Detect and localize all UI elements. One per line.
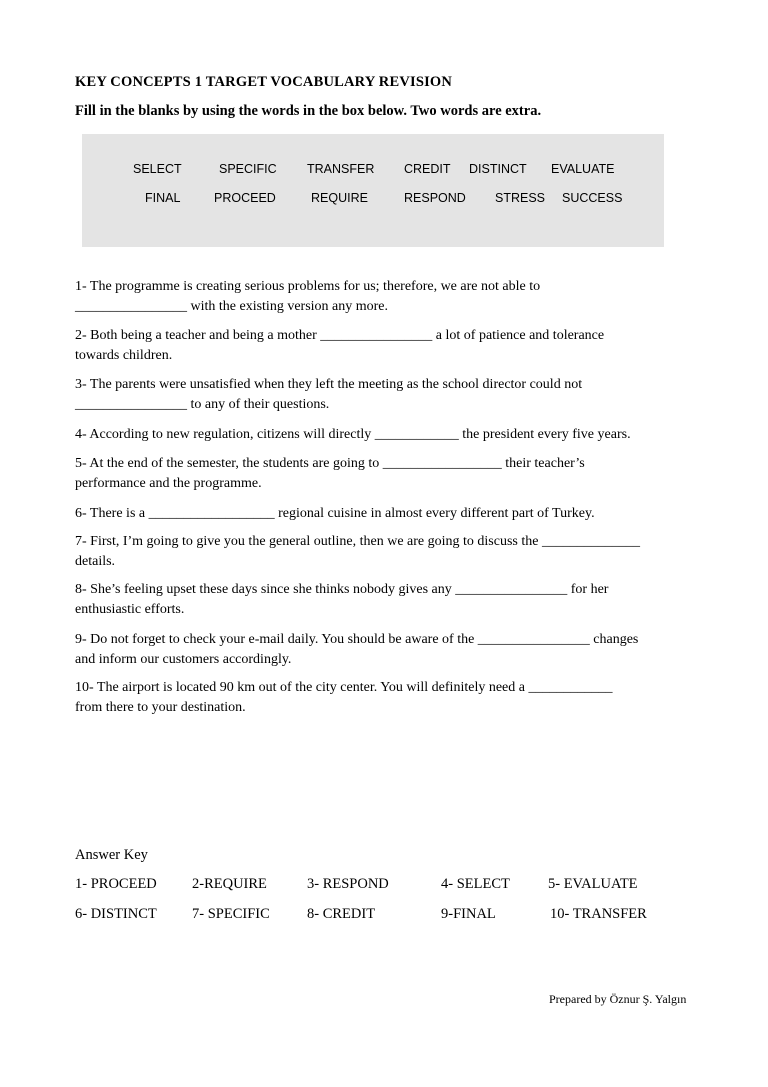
- answer-7: 7- SPECIFIC: [192, 906, 270, 922]
- question-6: 6- There is a __________________ regional cuisine in almost every different part of Turkey.: [75, 506, 595, 521]
- question-7: 7- First, I’m going to give you the general outline, then we are going to discuss the ______________ details.: [75, 534, 640, 569]
- answer-9: 9-FINAL: [441, 906, 496, 922]
- question-8: 8- She’s feeling upset these days since she thinks nobody gives any ________________ for her enthusiastic efforts.: [75, 582, 609, 617]
- author-credit: Prepared by Öznur Ş. Yalgın: [549, 992, 687, 1006]
- question-4: 4- According to new regulation, citizens will directly ____________ the president every five years.: [75, 427, 631, 442]
- answer-2: 2-REQUIRE: [192, 876, 267, 892]
- word-require: REQUIRE: [311, 191, 368, 205]
- answer-key-title: Answer Key: [75, 847, 148, 863]
- question-5: 5- At the end of the semester, the students are going to _________________ their teacher’s performance and the programme.: [75, 456, 585, 491]
- word-distinct: DISTINCT: [469, 162, 527, 176]
- answer-1: 1- PROCEED: [75, 876, 157, 892]
- word-respond: RESPOND: [404, 191, 466, 205]
- word-evaluate: EVALUATE: [551, 162, 615, 176]
- word-box: [82, 134, 664, 247]
- question-2: 2- Both being a teacher and being a mother ________________ a lot of patience and tolerance towards children.: [75, 328, 605, 363]
- word-select: SELECT: [133, 162, 182, 176]
- word-stress: STRESS: [495, 191, 546, 205]
- question-1: 1- The programme is creating serious problems for us; therefore, we are not able to ________________ with the existing version any more.: [75, 279, 541, 314]
- word-success: SUCCESS: [562, 191, 623, 205]
- word-transfer: TRANSFER: [307, 162, 375, 176]
- instructions: Fill in the blanks by using the words in the box below. Two words are extra.: [75, 103, 542, 119]
- answer-5: 5- EVALUATE: [548, 876, 638, 892]
- word-proceed: PROCEED: [214, 191, 276, 205]
- question-10: 10- The airport is located 90 km out of the city center. You will definitely need a ____________ from there to your destination.: [75, 680, 613, 715]
- answer-3: 3- RESPOND: [307, 876, 389, 892]
- word-specific: SPECIFIC: [219, 162, 277, 176]
- answer-4: 4- SELECT: [441, 876, 510, 892]
- question-3: 3- The parents were unsatisfied when they left the meeting as the school director could not ________________ to any of their questions.: [75, 377, 583, 412]
- answer-8: 8- CREDIT: [307, 906, 376, 922]
- word-credit: CREDIT: [404, 162, 451, 176]
- word-final: FINAL: [145, 191, 181, 205]
- question-9: 9- Do not forget to check your e-mail daily. You should be aware of the ________________ changes and inform our customers accordingly.: [75, 632, 639, 667]
- answer-10: 10- TRANSFER: [550, 906, 647, 922]
- answer-6: 6- DISTINCT: [75, 906, 157, 922]
- page-title: KEY CONCEPTS 1 TARGET VOCABULARY REVISION: [75, 74, 453, 90]
